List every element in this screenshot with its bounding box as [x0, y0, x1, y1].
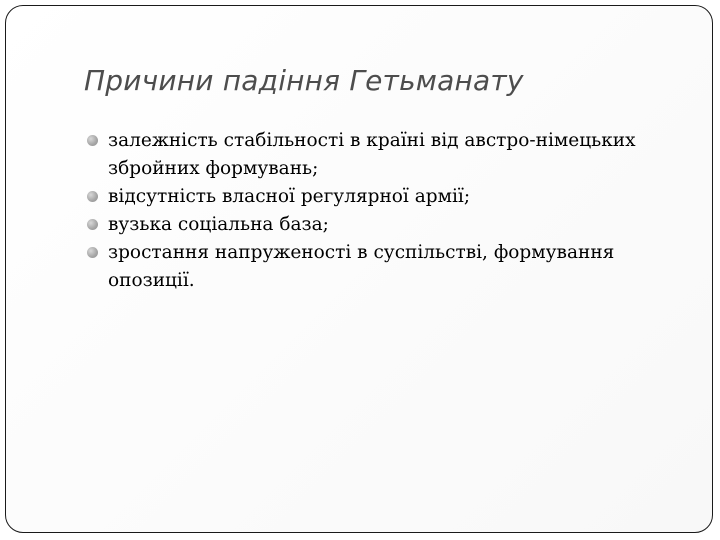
- slide-frame: [5, 5, 713, 533]
- slide-title: Причини падіння Гетьманату: [84, 64, 524, 97]
- list-item: [86, 239, 646, 295]
- bullet-dot-icon: [87, 219, 98, 230]
- bullet-dot-icon: [87, 247, 98, 258]
- list-item: [86, 183, 646, 211]
- bullet-dot-icon: [87, 135, 98, 146]
- bullet-text: вузька соціальна база;: [108, 214, 329, 235]
- bullet-text: відсутність власної регулярної армії;: [108, 186, 471, 207]
- bullet-dot-icon: [87, 191, 98, 202]
- bullet-text: зростання напруженості в суспільстві, формування опозиції.: [108, 242, 615, 291]
- bullet-text: залежність стабільності в країні від австро-німецьких збройних формувань;: [108, 130, 636, 179]
- bullet-list: [86, 127, 646, 295]
- list-item: [86, 127, 646, 183]
- list-item: [86, 211, 646, 239]
